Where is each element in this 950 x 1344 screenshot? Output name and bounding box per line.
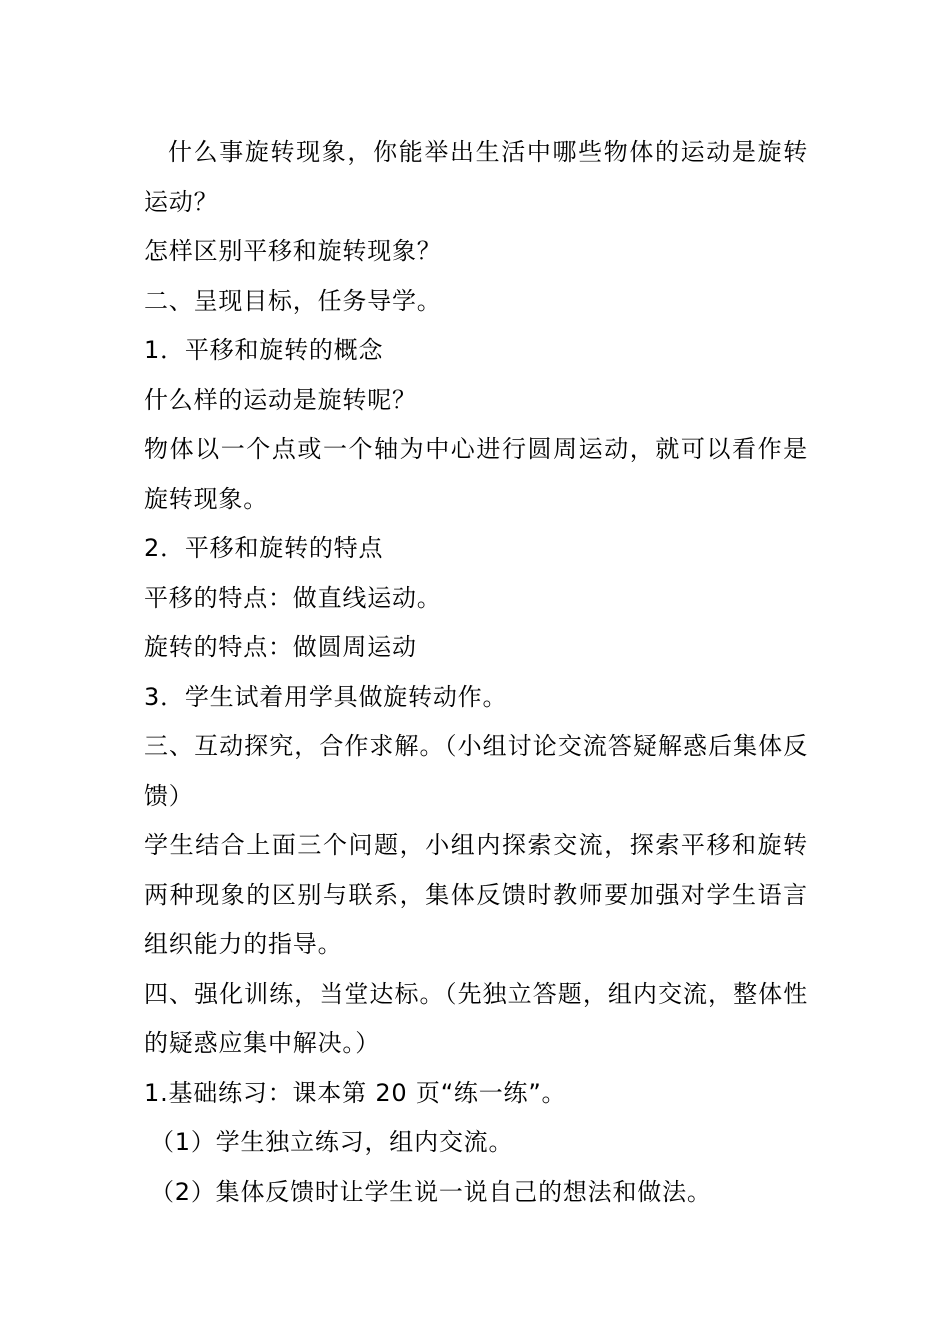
paragraph-group-discussion: 学生结合上面三个问题，小组内探索交流，探索平移和旋转两种现象的区别与联系，集体反馈时教师要加强对学生语言组织能力的指导。 — [144, 831, 808, 958]
section-heading-3: 三、互动探究，合作求解。（小组讨论交流答疑解惑后集体反馈） — [144, 732, 808, 810]
section-heading-2: 二、呈现目标，任务导学。 — [144, 286, 442, 315]
paragraph-rotation-feature: 旋转的特点：做圆周运动 — [144, 633, 417, 661]
section-heading-4: 四、强化训练，当堂达标。（先独立答题，组内交流，整体性的疑惑应集中解决。） — [144, 979, 808, 1057]
list-item-3: 3．学生试着用学具做旋转动作。 — [144, 682, 508, 711]
paragraph-basic-practice: 1.基础练习：课本第 20 页“练一练”。 — [144, 1078, 567, 1107]
paragraph-what-is-rotation: 什么样的运动是旋转呢？ — [144, 385, 417, 414]
list-item-1: 1．平移和旋转的概念 — [144, 336, 384, 364]
sub-item-1: （1）学生独立练习，组内交流。 — [150, 1128, 514, 1156]
document-body — [144, 128, 808, 1217]
sub-item-2: （2）集体反馈时让学生说一说自己的想法和做法。 — [150, 1177, 712, 1206]
paragraph-rotation-definition: 物体以一个点或一个轴为中心进行圆周运动，就可以看作是旋转现象。 — [144, 435, 808, 513]
paragraph-translation-feature: 平移的特点：做直线运动。 — [144, 583, 442, 612]
paragraph-distinguish-question: 怎样区别平移和旋转现象？ — [144, 237, 442, 265]
list-item-2: 2．平移和旋转的特点 — [144, 534, 384, 562]
paragraph-rotation-question: 什么事旋转现象，你能举出生活中哪些物体的运动是旋转运动？ — [144, 138, 808, 216]
